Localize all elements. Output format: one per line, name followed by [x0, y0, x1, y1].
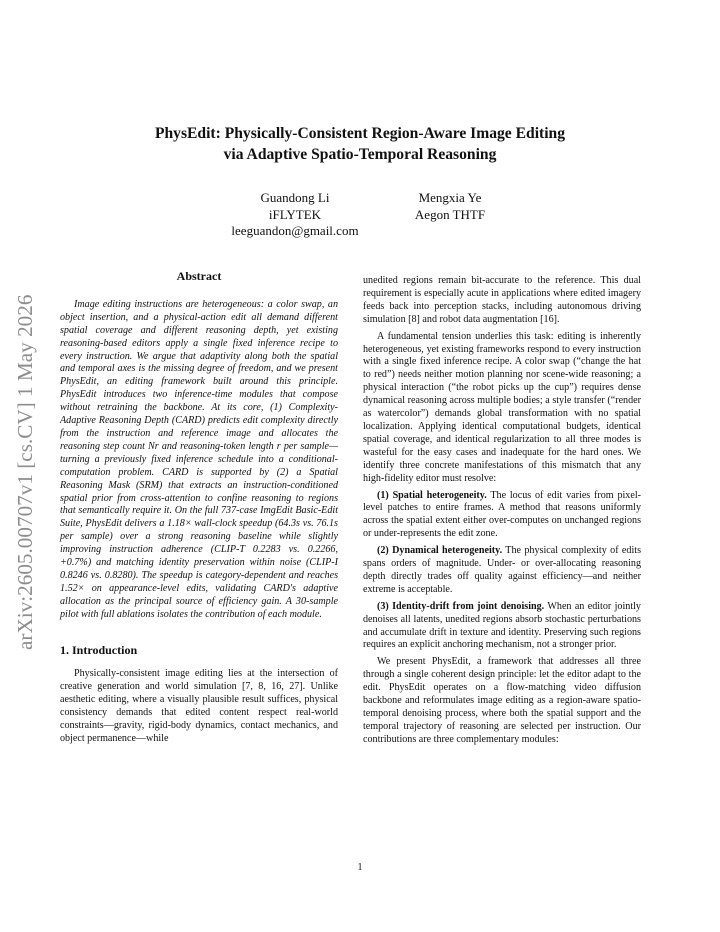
author-affiliation: iFLYTEK [268, 206, 322, 222]
paragraph-body: The physical complexity of edits spans orders of magnitude. Under- or over-allocating reasoning depth directly trades off quality against efficiency—and neither extreme is acceptable. [363, 545, 641, 595]
paragraph-identity-drift [363, 601, 641, 653]
paragraph: A fundamental tension underlies this task: editing is inherently heterogeneous, yet existing frameworks respond to every instruction with a single fixed inference recipe. A color swap (“change the hat to red”) needs neither motion planning nor scene-wide reasoning; a physical interaction (“the robot picks up the cup”) requires dense dynamical reasoning across multiple bodies; a style transfer (“render as watercolor”) demands global transformation with no spatial localization. Applying identical computational budgets, identical spatial coverage, and identical regularization to all three modes is wasteful for the easy cases and inadequate for the hard ones. We identify three concrete manifestations of this mismatch that any high-fidelity editor must resolve: [363, 330, 641, 484]
page-number: 1 [357, 862, 363, 873]
title-line-1: PhysEdit: Physically-Consistent Region-Aware Image Editing [154, 125, 566, 142]
author-email: leeguandon@gmail.com [231, 223, 359, 238]
left-column [60, 270, 338, 746]
paragraph-heading: (2) Dynamical heterogeneity. [377, 545, 503, 557]
right-column [363, 275, 641, 747]
author-name: Guandong Li [260, 190, 330, 205]
section-heading-introduction: 1. Introduction [60, 642, 138, 657]
paragraph-spatial-heterogeneity [363, 490, 641, 542]
paragraph: unedited regions remain bit-accurate to the reference. This dual requirement is especially acute in applications where edited imagery feeds back into perception stacks, including autonomous driving simulation [8] and robot data augmentation [16]. [363, 275, 641, 325]
paragraph-body: When an editor jointly denoises all latents, unedited regions absorb stochastic perturbations and accumulate drift in texture and identity. Preserving such regions requires an explicit anchoring mechanism, not a stronger prior. [363, 600, 641, 651]
arxiv-sidebar [10, 270, 40, 650]
author-block-1 [225, 190, 365, 240]
abstract-text: Image editing instructions are heterogeneous: a color swap, an object insertion, and a physical-action edit all demand different spatial coverage and different reasoning depth, yet existing reasoning-based editors apply a single fixed inference recipe to every instruction. We argue that adaptivity along both the spatial and temporal axes is the missing degree of freedom, and we present PhysEdit, an editing framework built around this principle. PhysEdit introduces two inference-time modules that compose without retraining the backbone. At its core, (1) Complexity-Adaptive Reasoning Depth (CARD) predicts edit complexity directly from the instruction and reference image and allocates the reasoning step count Nr and reasoning-token length r per sample—turning a previously fixed inference schedule into a conditional-computation problem. CARD is supported by (2) a Spatial Reasoning Mask (SRM) that extracts an instruction-conditioned spatial prior from cross-attention to confine reasoning to regions that semantically require it. On the full 737-case ImgEdit Basic-Edit Suite, PhysEdit delivers a 1.18× wall-clock speedup (64.3s vs. 76.1s per sample) over a strong reasoning baseline while slightly improving instruction adherence (CLIP-T 0.2283 vs. 0.2266, +0.7%) and matching identity preservation within noise (CLIP-I 0.8246 vs. 0.8280). The speedup is category-dependent and reaches 1.52× on appearance-level edits, validating CARD's adaptive allocation as the principal source of efficiency gain. A 30-sample pilot with full ablations isolates the contribution of each module. [60, 298, 338, 620]
paragraph-heading: (1) Spatial heterogeneity. [377, 489, 487, 501]
abstract-heading: Abstract [176, 269, 222, 283]
arxiv-identifier: arXiv:2605.00707v1 [cs.CV] 1 May 2026 [13, 294, 37, 650]
author-affiliation: Aegon THTF [414, 206, 486, 222]
paper-title [60, 123, 660, 165]
intro-paragraph: Physically-consistent image editing lies at the intersection of creative generation and world simulation [7, 8, 16, 27]. Unlike aesthetic editing, where a visually plausible result suffices, physical consistency demands that edited content respect real-world constraints—gravity, rigid-body dynamics, contact mechanics, and object permanence—while [60, 668, 338, 744]
title-line-2: via Adaptive Spatio-Temporal Reasoning [223, 146, 497, 163]
author-block-2 [385, 190, 515, 223]
paragraph-body: The locus of edit varies from pixel-level patches to entire frames. A method that reasons uniformly across the spatial extent either over-computes on unchanged regions or under-represents the edit zone. [363, 489, 641, 540]
paragraph-dynamical-heterogeneity [363, 545, 641, 597]
paragraph: We present PhysEdit, a framework that addresses all three through a single coherent design principle: let the editor adapt to the edit. PhysEdit operates on a flow-matching video diffusion backbone and reformulates image editing as a region-aware spatio-temporal denoising process, where both the spatial support and the temporal trajectory of reasoning are selected per instruction. Our contributions are three complementary modules: [363, 656, 641, 745]
paragraph-heading: (3) Identity-drift from joint denoising. [377, 600, 545, 612]
author-name: Mengxia Ye [418, 190, 482, 205]
